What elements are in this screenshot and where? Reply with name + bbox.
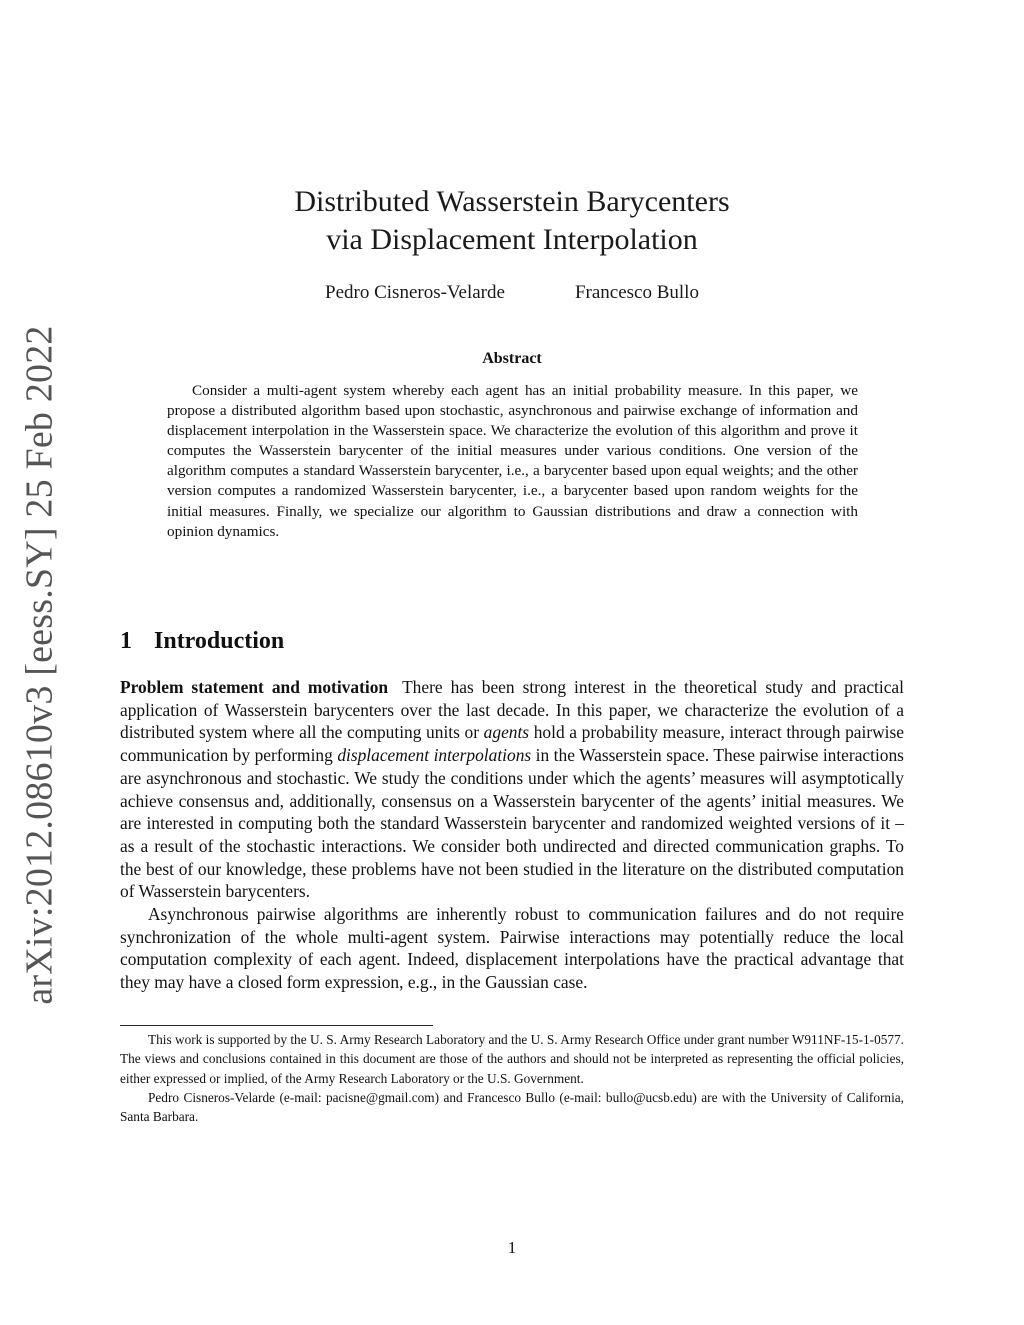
footnotes	[120, 1030, 904, 1126]
abstract-text: Consider a multi-agent system whereby each agent has an initial probability measure. In this paper, we propose a distributed algorithm based upon stochastic, asynchronous and pairwise exchange of information and displacement interpolation in the Wasserstein space. We characterize the evolution of this algorithm and prove it computes the Wasserstein barycenter of the initial measures under various conditions. One version of the algorithm computes a standard Wasserstein barycenter, i.e., a barycenter based upon equal weights; and the other version computes a randomized Wasserstein barycenter, i.e., a barycenter based upon random weights for the initial measures. Finally, we specialize our algorithm to Gaussian distributions and draw a connection with opinion dynamics.	[167, 382, 858, 540]
footnote-divider	[120, 1025, 433, 1026]
paragraph-text: There has been strong interest in the theoretical study and practical application of Wasserstein barycenters over the last decade. In this paper, we characterize the evolution of a distributed system where all the computing units or	[120, 677, 904, 743]
paper-title	[0, 183, 1024, 259]
page-number: 1	[507, 1238, 517, 1257]
emphasized-term: agents	[483, 722, 530, 743]
arxiv-id-text: arXiv:2012.08610v3 [eess.SY] 25 Feb 2022	[19, 325, 61, 1005]
title-line-1: Distributed Wasserstein Barycenters	[294, 185, 730, 218]
footnote: Pedro Cisneros-Velarde (e-mail: pacisne@gmail.com) and Francesco Bullo (e-mail: bullo@ucsb.edu) are with the University of California, Santa Barbara.	[120, 1089, 904, 1125]
paragraph: Asynchronous pairwise algorithms are inherently robust to communication failures and do not require synchronization of the whole multi-agent system. Pairwise interactions may potentially reduce the local computation complexity of each agent. Indeed, displacement interpolations have the practical advantage that they may have a closed form expression, e.g., in the Gaussian case.	[120, 904, 904, 993]
paragraph	[120, 676, 904, 903]
paragraph-heading: Problem statement and motivation	[120, 677, 389, 697]
abstract-heading: Abstract	[482, 350, 542, 367]
section-body	[120, 676, 904, 994]
paragraph-text: in the Wasserstein space. These pairwise interactions are asynchronous and stochastic. We study the conditions under which the agents’ measures will asymptotically achieve consensus and, additionally, consensus on a Wasserstein barycenter of the agents’ initial measures. We are interested in computing both the standard Wasserstein barycenter and randomized weighted versions of it – as a result of the stochastic interactions. We consider both undirected and directed communication graphs. To the best of our knowledge, these problems have not been studied in the literature on the distributed computation of Wasserstein barycenters.	[120, 745, 904, 902]
section-heading	[120, 628, 284, 655]
emphasized-term: displacement interpolations	[337, 745, 532, 766]
section-number: 1	[120, 628, 132, 654]
paragraph-text: hold a probability measure, interact through pairwise communication by performing	[120, 722, 904, 766]
section-title: Introduction	[154, 628, 285, 654]
footnote: This work is supported by the U. S. Army Research Laboratory and the U. S. Army Research Office under grant number W911NF-15-1-0577. The views and conclusions contained in this document are those of the authors and should not be interpreted as representing the official policies, either expressed or implied, of the Army Research Laboratory or the U.S. Government.	[120, 1032, 904, 1086]
author-name: Francesco Bullo	[574, 282, 699, 303]
title-line-2: via Displacement Interpolation	[326, 223, 698, 256]
author-list	[0, 282, 1024, 304]
arxiv-identifier-stamp	[10, 325, 70, 1005]
author-name: Pedro Cisneros-Velarde	[325, 282, 505, 303]
